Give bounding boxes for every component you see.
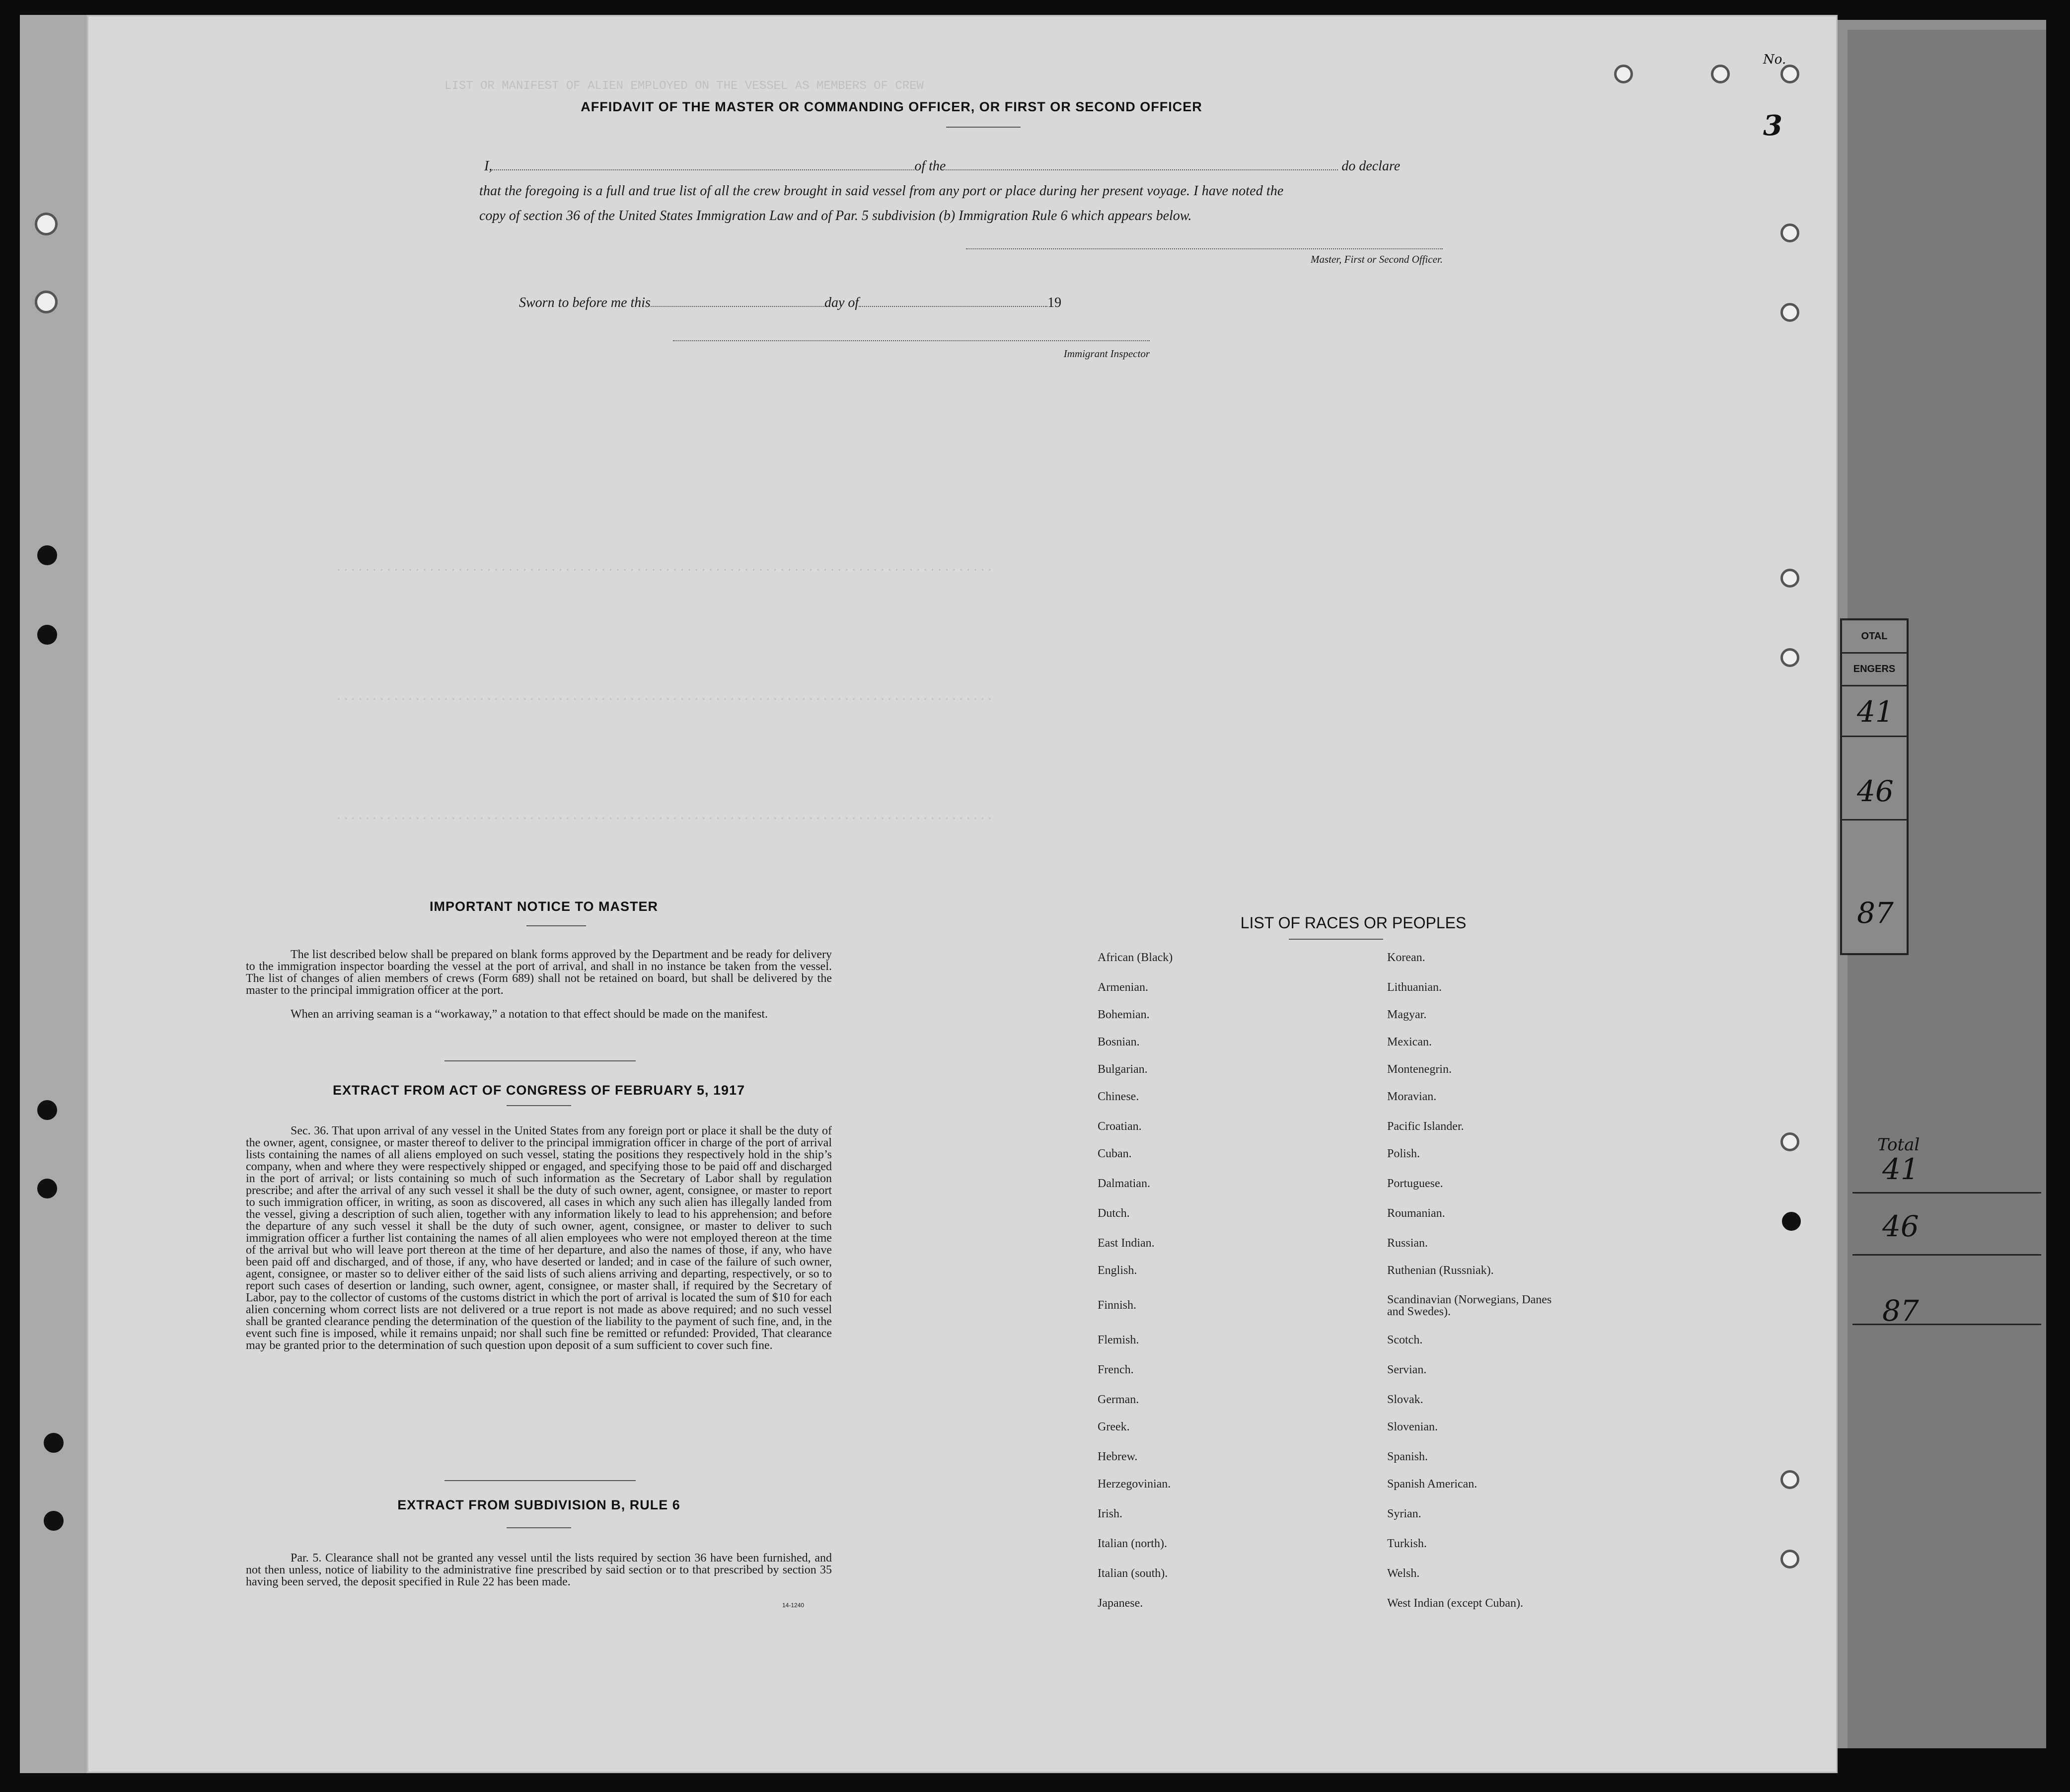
- race-item: Mexican.: [1387, 1036, 1432, 1048]
- binder-strip: [20, 15, 91, 1773]
- race-item: Polish.: [1387, 1147, 1420, 1160]
- total-label: Total: [1877, 1135, 1920, 1155]
- punch-hole: [1782, 1212, 1801, 1231]
- tally-divider: [1842, 736, 1907, 737]
- race-item: French.: [1098, 1363, 1134, 1376]
- no-label: No.: [1763, 52, 1786, 67]
- race-item: Dalmatian.: [1098, 1177, 1150, 1190]
- race-item: English.: [1098, 1264, 1137, 1277]
- punch-hole: [1780, 224, 1799, 242]
- race-item: Magyar.: [1387, 1008, 1427, 1021]
- punch-hole: [1780, 303, 1799, 322]
- sworn-month-blank: [859, 306, 1047, 307]
- total-divider: [1852, 1324, 2041, 1325]
- title-rule: [946, 127, 1021, 128]
- race-item: African (Black): [1098, 951, 1173, 964]
- race-item: Bosnian.: [1098, 1036, 1140, 1048]
- vessel-blank: [946, 169, 1338, 170]
- race-item: Japanese.: [1098, 1597, 1143, 1610]
- sworn-prefix: Sworn to before me this: [519, 295, 651, 310]
- punch-hole: [1780, 569, 1799, 588]
- declaration-text: copy of section 36 of the United States Immigration Law and of Par. 5 subdivision (b) Immigration Rule 6 which appears below.: [479, 208, 1192, 224]
- punch-hole: [1780, 65, 1799, 83]
- inspector-signature-blank: [673, 340, 1150, 341]
- race-item: Servian.: [1387, 1363, 1427, 1376]
- sworn-day-of: day of: [824, 295, 859, 310]
- title-rule: [526, 925, 586, 926]
- race-item: Croatian.: [1098, 1120, 1142, 1133]
- title-rule: [507, 1527, 571, 1528]
- notice-paragraph: The list described below shall be prepared on blank forms approved by the Department and be ready for delivery to the immigration inspector boarding the vessel at the port of arrival, and shall in no instance be taken from the vessel. The list of changes of alien members of crews (Form 689) shall not be retained on board, but shall be delivered by the master to the principal immigration officer at the port.: [246, 948, 832, 997]
- tally-box-label: ENGERS: [1842, 653, 1907, 686]
- bleed-through-text: LIST OR MANIFEST OF ALIEN EMPLOYED ON THE VESSEL AS MEMBERS OF CREW: [444, 79, 924, 93]
- bleed-through-text: ............................................................................................: [335, 561, 994, 575]
- sworn-day-blank: [651, 306, 824, 307]
- declaration-text: that the foregoing is a full and true list of all the crew brought in said vessel from any port or place during her present voyage. I have noted the: [479, 183, 1284, 199]
- race-item: East Indian.: [1098, 1237, 1155, 1250]
- race-item: Armenian.: [1098, 981, 1148, 994]
- race-item: Bohemian.: [1098, 1008, 1150, 1021]
- race-item: Pacific Islander.: [1387, 1120, 1464, 1133]
- notice-paragraph: When an arriving seaman is a “workaway,” a notation to that effect should be made on the manifest.: [291, 1008, 768, 1021]
- total-divider: [1852, 1254, 2041, 1256]
- race-item: Herzegovinian.: [1098, 1478, 1171, 1491]
- punch-hole: [1780, 1470, 1799, 1489]
- declaration-of-the: of the: [914, 158, 946, 174]
- punch-hole: [1780, 1550, 1799, 1568]
- binder-hole: [35, 291, 58, 313]
- race-item: Scandinavian (Norwegians, Danes and Swedes).: [1387, 1293, 1552, 1318]
- race-item: Cuban.: [1098, 1147, 1132, 1160]
- race-item: Korean.: [1387, 951, 1425, 964]
- race-item: Roumanian.: [1387, 1207, 1445, 1220]
- race-item: Turkish.: [1387, 1537, 1427, 1550]
- race-item: Spanish.: [1387, 1450, 1428, 1463]
- race-item: Slovenian.: [1387, 1420, 1438, 1433]
- extract-act-title: EXTRACT FROM ACT OF CONGRESS OF FEBRUARY 5, 1917: [332, 1083, 745, 1098]
- bleed-through-text: ............................................................................................: [335, 690, 994, 704]
- race-item: Moravian.: [1387, 1090, 1437, 1103]
- declaration-i: I,: [484, 158, 493, 174]
- race-item: Portuguese.: [1387, 1177, 1443, 1190]
- race-item: Russian.: [1387, 1237, 1428, 1250]
- sworn-line: [519, 291, 1061, 315]
- total-divider: [1852, 1192, 2041, 1194]
- race-item: Lithuanian.: [1387, 981, 1442, 994]
- binder-hole: [37, 1100, 57, 1120]
- race-item: Slovak.: [1387, 1393, 1423, 1406]
- master-signature-blank: [966, 248, 1443, 249]
- race-item: Welsh.: [1387, 1567, 1420, 1580]
- section-rule: [444, 1060, 636, 1061]
- punch-hole: [1711, 65, 1730, 83]
- binder-hole: [44, 1511, 64, 1531]
- tally-value: 41: [1857, 695, 1894, 729]
- race-item: Flemish.: [1098, 1334, 1139, 1346]
- title-rule: [507, 1105, 571, 1106]
- punch-hole: [1780, 1132, 1799, 1151]
- race-item: Spanish American.: [1387, 1478, 1478, 1491]
- section-rule: [444, 1480, 636, 1481]
- binder-hole: [37, 545, 57, 565]
- binder-hole: [44, 1433, 64, 1453]
- race-item: Irish.: [1098, 1507, 1122, 1520]
- race-item: German.: [1098, 1393, 1139, 1406]
- race-item: Italian (north).: [1098, 1537, 1167, 1550]
- race-item: Bulgarian.: [1098, 1063, 1148, 1076]
- punch-hole: [1780, 648, 1799, 667]
- declaration-declare: do declare: [1341, 158, 1401, 174]
- notice-title: IMPORTANT NOTICE TO MASTER: [430, 899, 658, 914]
- binder-hole: [35, 213, 58, 235]
- affidavit-title: AFFIDAVIT OF THE MASTER OR COMMANDING OFFICER, OR FIRST OR SECOND OFFICER: [581, 99, 1202, 114]
- tally-divider: [1842, 819, 1907, 821]
- tally-box: [1840, 618, 1909, 955]
- race-item: Dutch.: [1098, 1207, 1130, 1220]
- race-item: West Indian (except Cuban).: [1387, 1597, 1523, 1610]
- race-item: Montenegrin.: [1387, 1063, 1452, 1076]
- race-item: Syrian.: [1387, 1507, 1421, 1520]
- punch-hole: [1614, 65, 1633, 83]
- race-item: Chinese.: [1098, 1090, 1139, 1103]
- affidavit-page: [87, 15, 1838, 1773]
- race-item: Italian (south).: [1098, 1567, 1168, 1580]
- race-item: Hebrew.: [1098, 1450, 1138, 1463]
- extract-rule-title: EXTRACT FROM SUBDIVISION B, RULE 6: [397, 1497, 680, 1512]
- total-value: 46: [1882, 1209, 1919, 1243]
- extract-act-text: Sec. 36. That upon arrival of any vessel in the United States from any foreign port or place it shall be the duty of the owner, agent, consignee, or master thereof to deliver to the principal immigration officer in charge of the port of arrival lists containing the names of all aliens employed on such vessel, stating the positions they respectively hold in the ship’s company, when and where they were respectively shipped or engaged, and specifying those to be paid off and discharged in the port of arrival; or lists containing so much of such information as the Secretary of Labor shall by regulation prescribe; and after the arrival of any such vessel it shall be the duty of such owner, agent, consignee, or master to report to such immigration officer, in writing, as soon as discovered, all cases in which any such alien has illegally landed from the vessel, giving a description of such alien, together with any information likely to lead to his apprehension; and before the departure of any such vessel it shall be the duty of such owner, agent, consignee, or master to deliver to such immigration officer a further list containing the names of all alien employees who were not employed thereon at the time of the arrival but who will leave port thereon at the time of her departure, and also the names of those, if any, who have been paid off and discharged, and of those, if any, who have deserted or landed; and in case of the failure of such owner, agent, consignee, or master so to deliver either of the said lists of such aliens arriving and departing, respectively, or so to report such cases of desertion or landing, such owner, agent, consignee, or master shall, if required by the Secretary of Labor, pay to the collector of customs of the customs district in which the port of arrival is located the sum of $10 for each alien concerning whom correct lists are not delivered or a true report is not made as above required; and no such vessel shall be granted clearance pending the determination of the question of the liability to the payment of such fine, and, in the event such fine is imposed, while it remains unpaid; nor shall such fine be remitted or refunded: Provided, That clearance may be granted prior to the determination of such question upon deposit of a sum sufficient to cover such fine.: [246, 1124, 832, 1352]
- page-number: 3: [1763, 109, 1782, 142]
- race-item: Greek.: [1098, 1420, 1130, 1433]
- bleed-through-text: ............................................................................................: [335, 810, 994, 823]
- tally-box-label: OTAL: [1842, 620, 1907, 654]
- inspector-caption: Immigrant Inspector: [1063, 348, 1150, 360]
- races-title: LIST OF RACES OR PEOPLES: [1240, 914, 1467, 932]
- declaration-line: [484, 154, 1443, 179]
- extract-rule-text: Par. 5. Clearance shall not be granted any vessel until the lists required by section 36 have been furnished, and not then unless, notice of liability to the administrative fine prescribed by said section or to that prescribed by section 35 having been served, the deposit specified in Rule 22 has been made.: [246, 1552, 832, 1588]
- form-number: 14-1240: [782, 1602, 805, 1609]
- race-item: Finnish.: [1098, 1299, 1137, 1312]
- name-blank: [492, 169, 914, 170]
- total-value: 87: [1882, 1294, 1919, 1328]
- race-item: Scotch.: [1387, 1334, 1423, 1346]
- title-rule: [1289, 939, 1383, 940]
- tally-value: 46: [1857, 774, 1894, 808]
- binder-hole: [37, 625, 57, 645]
- tally-value: 87: [1857, 896, 1894, 930]
- sworn-year: 19: [1047, 295, 1062, 310]
- binder-hole: [37, 1179, 57, 1198]
- master-signature-caption: Master, First or Second Officer.: [1311, 253, 1443, 265]
- race-item: Ruthenian (Russniak).: [1387, 1264, 1494, 1277]
- total-value: 41: [1882, 1152, 1919, 1186]
